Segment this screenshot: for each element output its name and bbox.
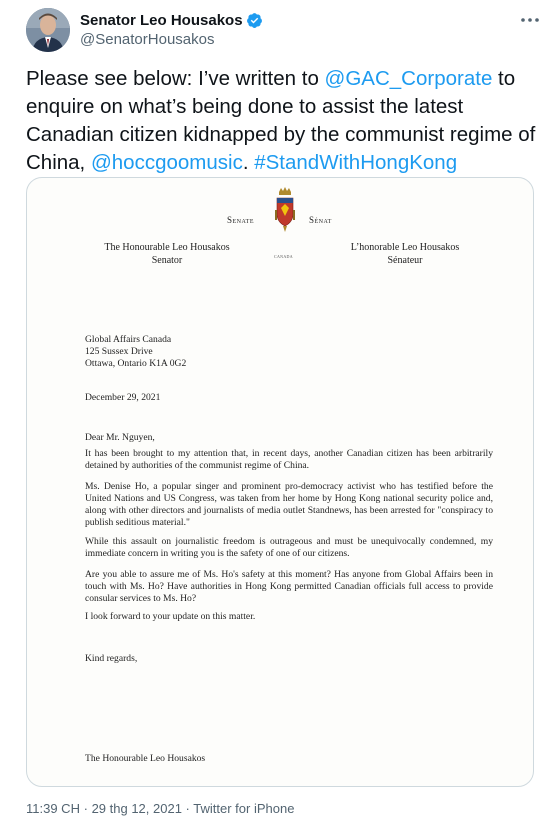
author-name-row[interactable] xyxy=(80,12,263,29)
senate-label-en: Senate xyxy=(227,215,255,225)
letter-paragraph-3: While this assault on journalistic freedom is outrageous and must be unequivocally condemned, my immediate concern in writing you is the safety of one of our citizens. xyxy=(85,536,493,559)
letter-date: December 29, 2021 xyxy=(85,392,161,403)
address-line: Ottawa, Ontario K1A 0G2 xyxy=(85,358,187,369)
letter-paragraph-2: Ms. Denise Ho, a popular singer and prominent pro-democracy activist who has testified before the United Nations and US Congress, was taken from her home by Hong Kong national security police and, along with other directors and journalists of media outlet Standnews, has been arrested for "conspiracy to publish seditious material." xyxy=(85,481,493,528)
address-line: 125 Sussex Drive xyxy=(85,346,153,357)
letter-closing: Kind regards, xyxy=(85,653,138,664)
verified-badge-icon xyxy=(246,12,263,29)
letter-paragraph-5: I look forward to your update on this matter. xyxy=(85,611,256,622)
tweet-header xyxy=(20,8,540,54)
tweet-text xyxy=(26,65,542,177)
hashtag-standwithhongkong[interactable]: #StandWithHongKong xyxy=(254,151,458,174)
letterhead-fr-title: Sénateur xyxy=(387,254,423,266)
tweet-text-segment: to enquire on what’s being done to assist the latest Canadian citizen kidnapped by the communist regime of China, xyxy=(26,67,536,174)
tweet-date[interactable]: 29 thg 12, 2021 xyxy=(91,801,182,816)
senate-crest-icon xyxy=(273,186,297,246)
letter-paragraph-1: It has been brought to my attention that, in recent days, another Canadian citizen has been arbitrarily detained by authorities of the communist regime of China. xyxy=(85,448,493,471)
address-line: Global Affairs Canada xyxy=(85,334,172,345)
letter-signature: The Honourable Leo Housakos xyxy=(85,753,206,764)
mention-gac-corporate[interactable]: @GAC_Corporate xyxy=(324,67,493,90)
senate-label-fr: Sénat xyxy=(309,215,332,225)
recipient-address xyxy=(85,334,186,370)
footer-separator: · xyxy=(83,801,88,816)
tweet-footer xyxy=(26,801,294,816)
avatar[interactable] xyxy=(26,8,70,52)
letterhead-en-title: Senator xyxy=(151,254,183,266)
tweet-text-segment: . xyxy=(242,151,255,174)
tweet-text-segment: Please see below: I’ve written to xyxy=(26,67,325,90)
canada-label: CANADA xyxy=(274,254,293,259)
letterhead-english xyxy=(87,242,247,267)
letter-document xyxy=(27,178,534,787)
tweet-source[interactable]: Twitter for iPhone xyxy=(193,801,295,816)
letter-salutation: Dear Mr. Nguyen, xyxy=(85,432,155,443)
mention-hoccgoomusic[interactable]: @hoccgoomusic xyxy=(90,151,243,174)
letter-paragraph-4: Are you able to assure me of Ms. Ho's safety at this moment? Has anyone from Global Affairs been in touch with Ms. Ho? Have authorities in Hong Kong permitted Canadian officials full access to provide consular services to Ms. Ho? xyxy=(85,569,493,604)
letterhead-fr-name: L’honorable Leo Housakos xyxy=(350,242,460,253)
letterhead-en-name: The Honourable Leo Housakos xyxy=(104,242,230,253)
footer-separator: · xyxy=(185,801,190,816)
tweet-time[interactable]: 11:39 CH xyxy=(26,801,80,816)
author-display-name[interactable]: Senator Leo Housakos xyxy=(80,12,243,29)
letterhead-french xyxy=(335,242,475,267)
attached-image[interactable] xyxy=(26,177,534,787)
more-options-icon[interactable] xyxy=(518,12,542,28)
author-handle[interactable]: @SenatorHousakos xyxy=(80,31,215,48)
